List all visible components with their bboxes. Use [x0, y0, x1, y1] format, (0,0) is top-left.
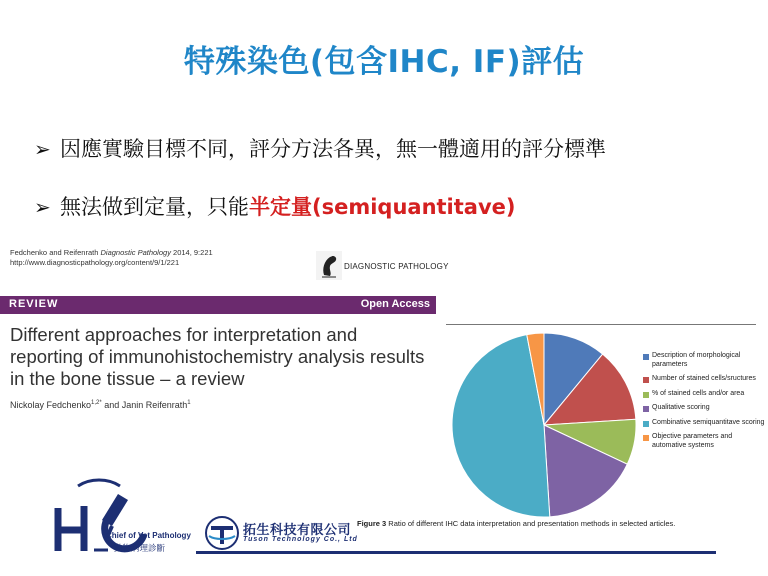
review-label: REVIEW [9, 298, 59, 310]
author-1: Nickolay Fedchenko [10, 400, 92, 410]
figure-top-rule [446, 324, 756, 325]
legend-item-4 [643, 404, 768, 413]
citation-journal: Diagnostic Pathology [100, 248, 171, 257]
pie-slice-3 [544, 419, 636, 464]
legend-label: Description of morphological parameters [652, 352, 741, 368]
bullet-2 [34, 191, 516, 221]
arrow-bullet-icon: ➢ [34, 137, 51, 161]
figure-caption-text: Ratio of different IHC data interpretation and presentation methods in selected articles. [386, 519, 676, 528]
citation-volume: 2014, 9:221 [170, 248, 213, 257]
pie-slice-5 [452, 335, 550, 517]
bullet-2-text: 無法做到定量，只能 [60, 195, 249, 219]
author-2: and Janin Reifenrath [101, 400, 188, 410]
legend-swatch [643, 377, 649, 383]
hkc-name: Chief of Vet Pathology [106, 531, 191, 540]
journal-name: DIAGNOSTIC PATHOLOGY [344, 262, 449, 271]
figure-caption [357, 519, 675, 528]
arrow-bullet-icon: ➢ [34, 195, 51, 219]
bullet-1 [34, 133, 606, 163]
bullet-2-highlight: 半定量(semiquantitave) [249, 195, 516, 219]
footer-rule [196, 551, 716, 554]
journal-logo-icon [316, 251, 342, 280]
citation-authors: Fedchenko and Reifenrath [10, 248, 101, 257]
legend-label: Objective parameters and automative systems [652, 433, 733, 449]
legend-item-1 [643, 352, 768, 369]
legend-label: % of stained cells and/or area [652, 389, 745, 397]
open-access-label: Open Access [360, 298, 430, 310]
legend-swatch [643, 392, 649, 398]
author-1-affiliation: 1,2* [91, 400, 102, 406]
legend-swatch [643, 354, 649, 360]
pie-slice-6 [527, 333, 544, 425]
legend-swatch [643, 421, 649, 427]
bullet-1-text: 因應實驗目標不同，評分方法各異，無一體適用的評分標準 [60, 137, 606, 161]
pie-slice-2 [544, 354, 636, 425]
legend-item-3 [643, 390, 768, 399]
tuson-logo-icon [205, 516, 239, 550]
author-2-affiliation: 1 [187, 400, 191, 406]
hkc-chinese-name: 動物病理診斷 [114, 544, 166, 554]
legend-swatch [643, 435, 649, 441]
figure-number: Figure 3 [357, 519, 387, 528]
legend-item-6 [643, 433, 768, 450]
pie-slice-4 [544, 425, 627, 517]
tuson-english-name: Tuson Technology Co., Ltd [243, 536, 358, 543]
legend-item-5 [643, 419, 768, 428]
legend-label: Combinative semiquantitave scoring [652, 418, 765, 426]
chart-legend [643, 352, 768, 456]
legend-swatch [643, 406, 649, 412]
pie-slice-1 [544, 333, 603, 425]
review-banner [0, 296, 436, 314]
paper-authors [10, 400, 191, 410]
legend-item-2 [643, 375, 768, 384]
tuson-chinese-name: 拓生科技有限公司 [243, 523, 352, 538]
slide-title: 特殊染色(包含IHC, IF)評估 [183, 44, 585, 80]
legend-label: Number of stained cells/sructures [652, 375, 756, 382]
legend-label: Qualitative scoring [652, 404, 710, 411]
paper-title: Different approaches for interpretation and reporting of immunohistochemistry analysis results in the bone tissue – a review [10, 324, 425, 389]
citation-url: http://www.diagnosticpathology.org/content/9/1/221 [10, 258, 180, 267]
paper-citation [10, 248, 213, 268]
